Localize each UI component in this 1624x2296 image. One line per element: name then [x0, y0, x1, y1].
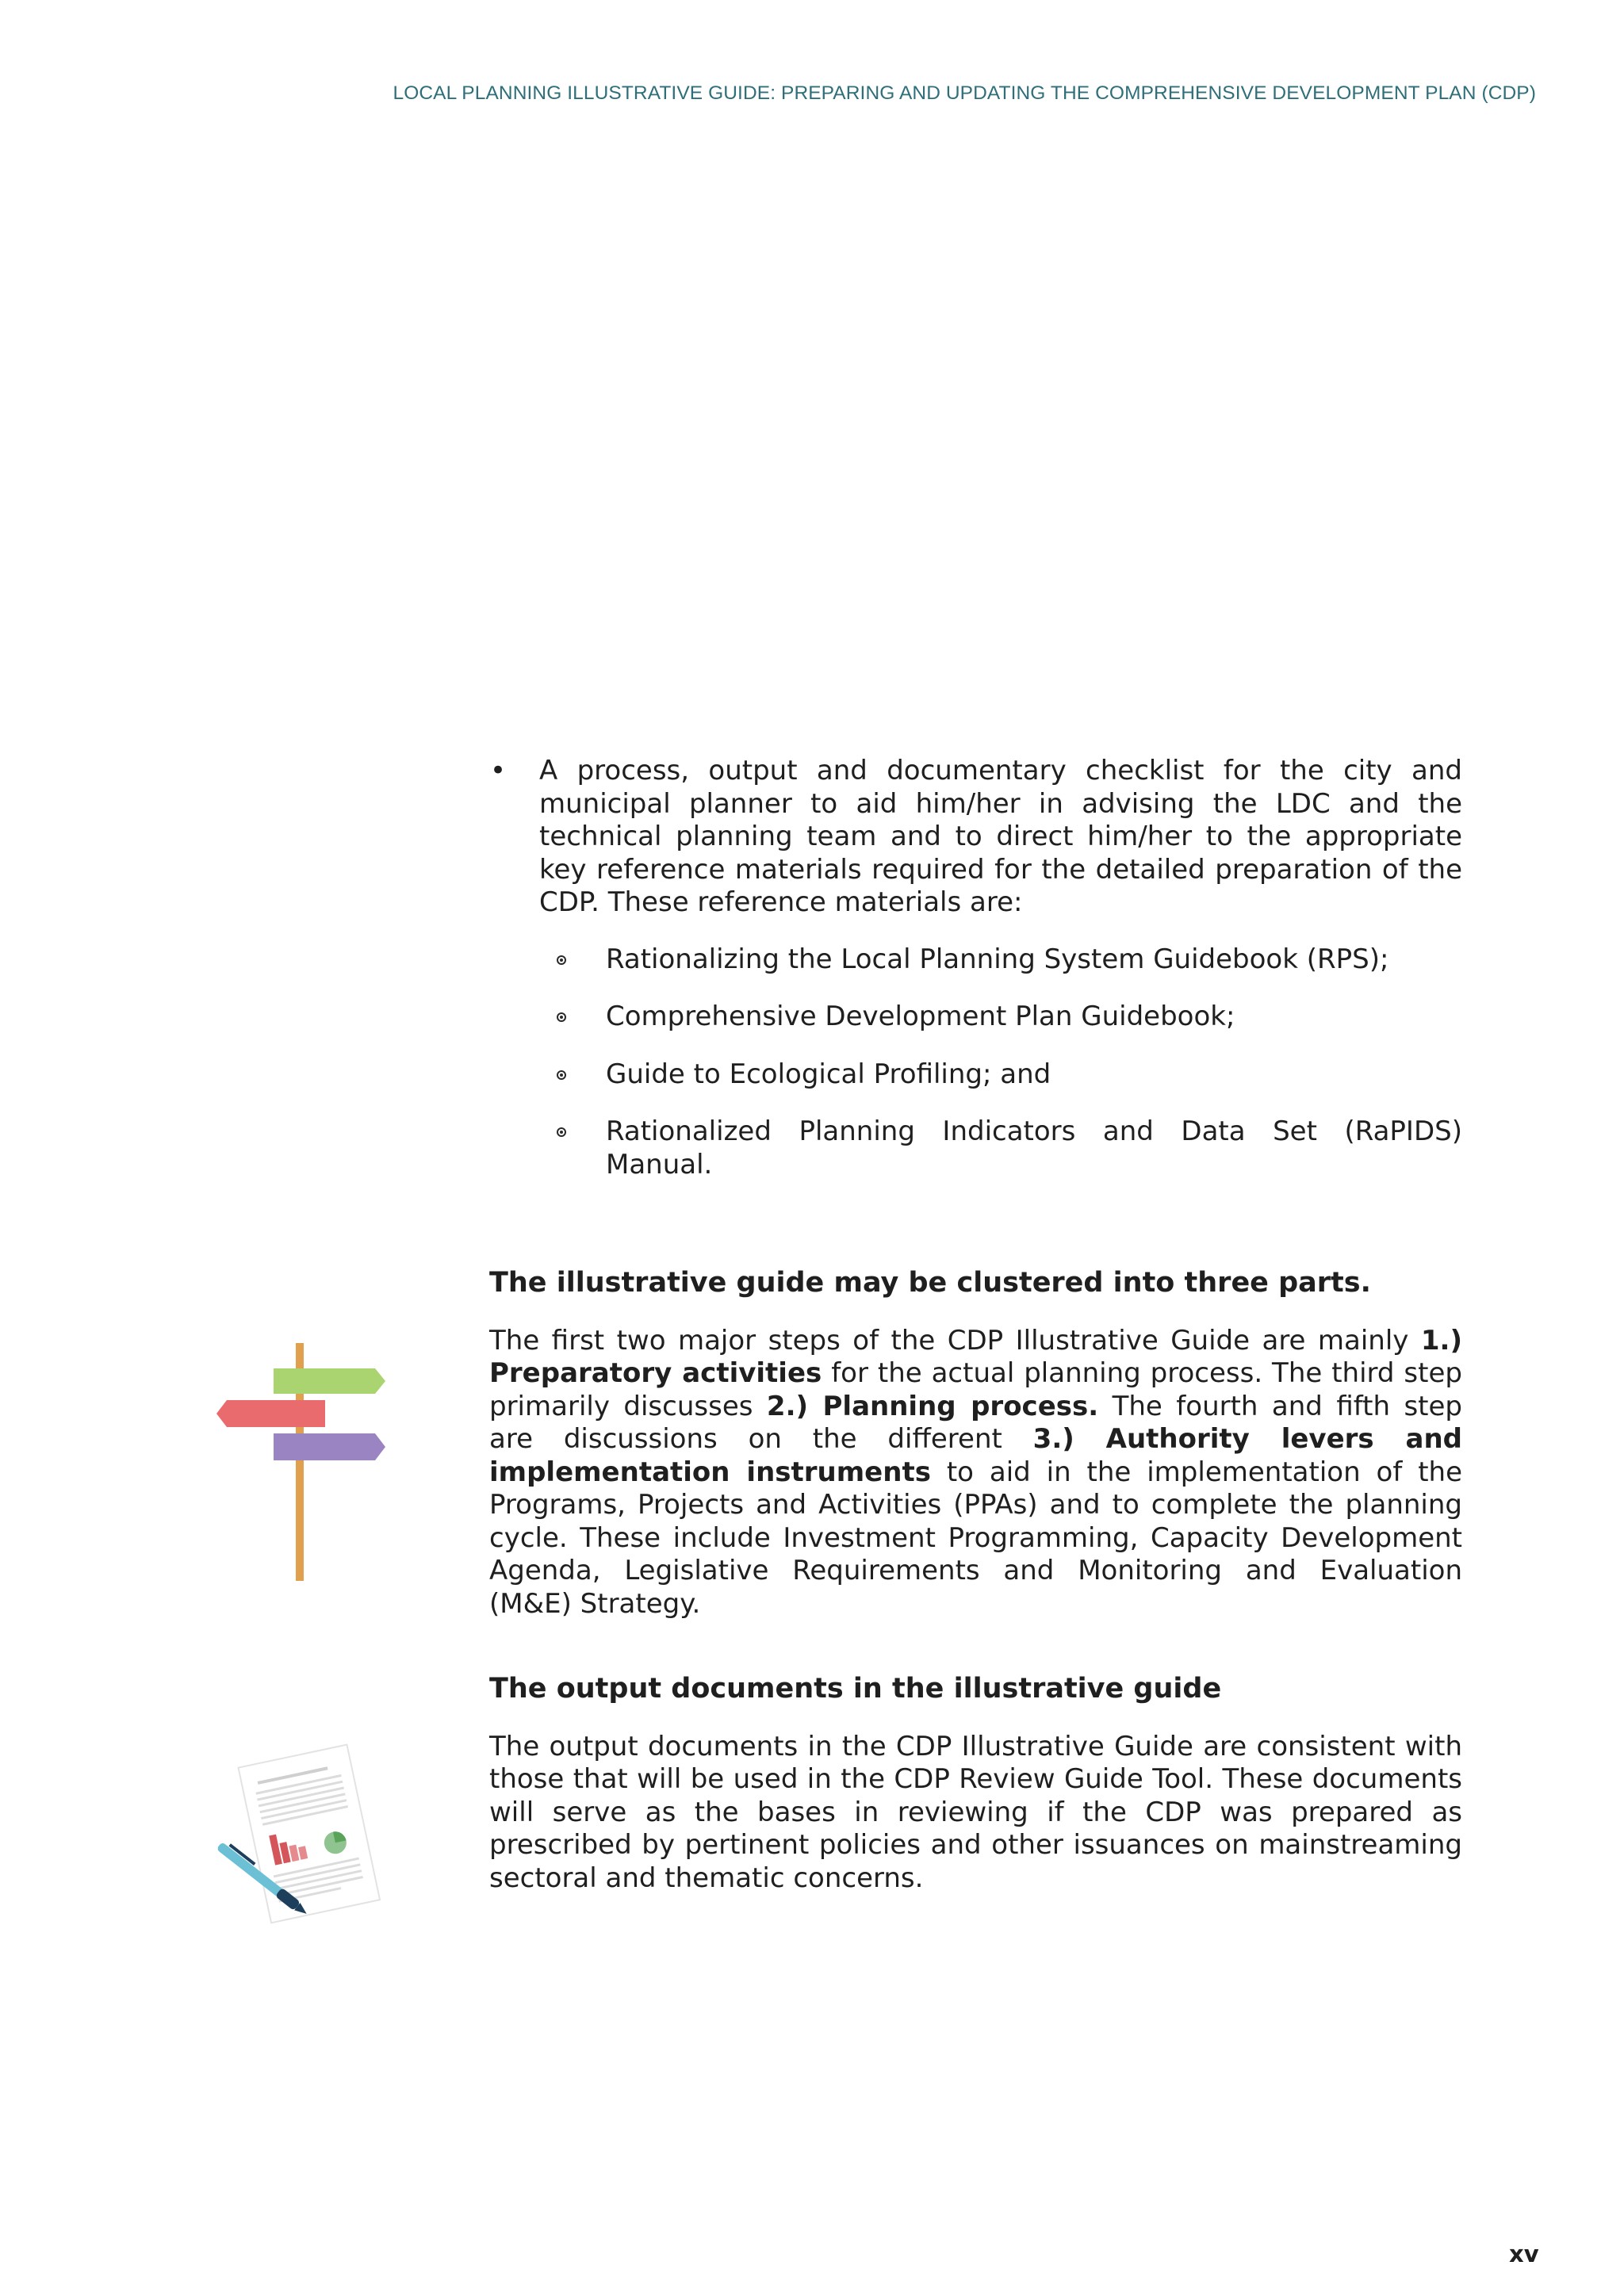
- list-item: [489, 755, 1462, 920]
- reference-checklist: [489, 755, 1462, 1206]
- reference-item: Rationalizing the Local Planning System Guidebook (RPS);: [606, 943, 1389, 975]
- bullet-icon: •: [490, 755, 507, 786]
- signpost-icon: [214, 1340, 389, 1594]
- reference-item: Comprehensive Development Plan Guidebook;: [606, 1001, 1235, 1032]
- section-heading: The illustrative guide may be clustered into three parts.: [489, 1267, 1371, 1299]
- text-run: The first two major steps of the CDP Illustrative Guide are mainly: [489, 1324, 1421, 1357]
- circle-bullet-icon: [557, 1070, 566, 1080]
- reference-materials-list: [489, 943, 1462, 1182]
- emphasis-text: 1.) Preparatory activities: [489, 1324, 1462, 1389]
- list-item: [489, 1115, 1462, 1181]
- reference-item: Guide to Ecological Profiling; and: [606, 1058, 1051, 1090]
- section-paragraph: The output documents in the CDP Illustrative Guide are consistent with those that will be used in the CDP Review Guide Tool. These documents will serve as the bases in reviewing if the CDP was prepared as prescribed by pertinent policies and other issuances on mainstreaming sectoral and thematic concerns.: [489, 1730, 1462, 1894]
- emphasis-text: 2.) Planning process.: [766, 1390, 1099, 1422]
- section-output-documents: [489, 1673, 1462, 1895]
- running-header: LOCAL PLANNING ILLUSTRATIVE GUIDE: PREPARING AND UPDATING THE COMPREHENSIVE DEVELOPMENT PLAN (CDP): [393, 82, 1536, 104]
- section-three-parts: [489, 1267, 1462, 1621]
- text-run: The fourth and fifth step are discussions on the different: [489, 1390, 1462, 1455]
- list-item: [489, 943, 1462, 977]
- text-run: for the actual planning process. The third step primarily discusses: [489, 1357, 1462, 1422]
- circle-bullet-icon: [557, 955, 566, 965]
- text-run: to aid in the implementation of the Programs, Projects and Activities (PPAs) and to complete the planning cycle. These include Investment Programming, Capacity Development Agenda, Legislative Requirements and Monitoring and Evaluation (M&E) Strategy.: [489, 1456, 1462, 1620]
- emphasis-text: 3.) Authority levers and implementation instruments: [489, 1423, 1462, 1488]
- reference-item: Rationalized Planning Indicators and Data Set (RaPIDS) Manual.: [606, 1115, 1462, 1181]
- circle-bullet-icon: [557, 1012, 566, 1022]
- circle-bullet-icon: [557, 1127, 566, 1137]
- checklist-text: A process, output and documentary checklist for the city and municipal planner to aid him/her in advising the LDC and the technical planning team and to direct him/her to the appropriate key reference materials required for the detailed preparation of the CDP. These reference materials are:: [539, 755, 1462, 918]
- list-item: [489, 1058, 1462, 1092]
- document-report-icon: [214, 1740, 389, 1931]
- section-heading: The output documents in the illustrative guide: [489, 1673, 1222, 1705]
- section-paragraph: [489, 1325, 1462, 1621]
- page-number: xv: [1509, 2241, 1539, 2267]
- list-item: [489, 1001, 1462, 1034]
